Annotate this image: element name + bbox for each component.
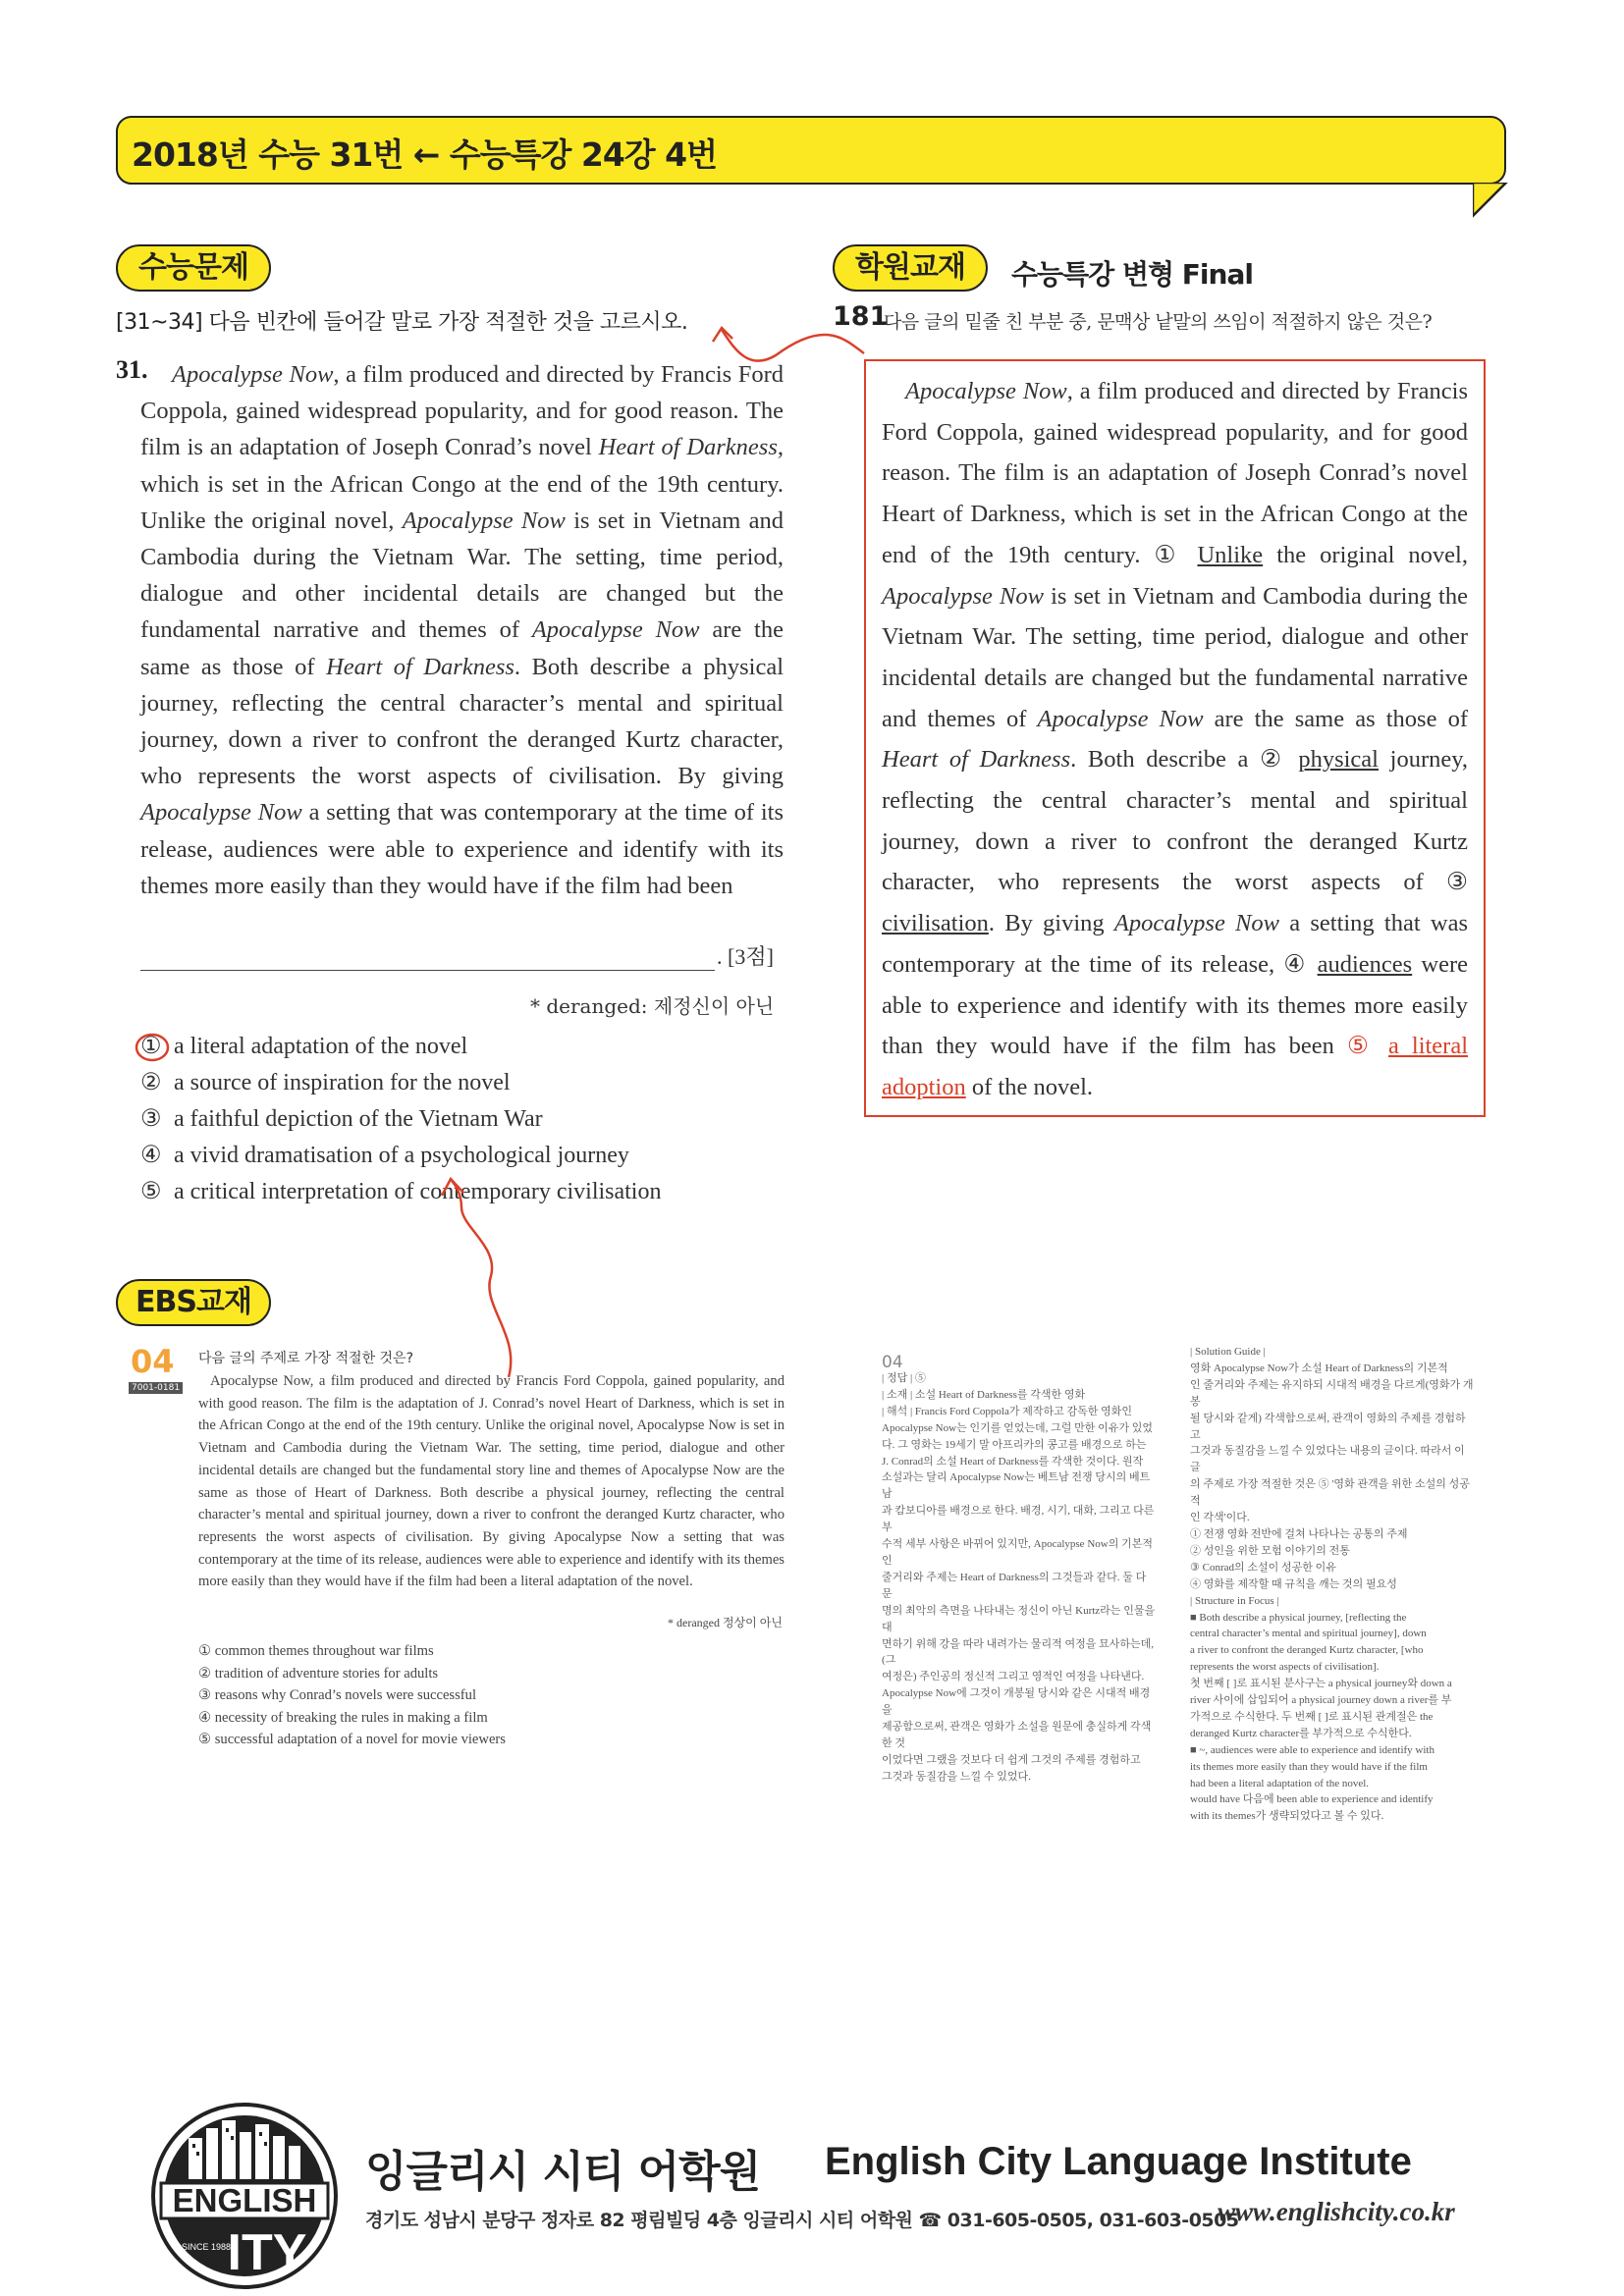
ebs-gloss: * deranged 정상이 아닌 bbox=[668, 1616, 783, 1629]
option-1[interactable]: ① a literal adaptation of the novel bbox=[140, 1034, 468, 1059]
gloss-note: * deranged: 제정신이 아닌 bbox=[530, 994, 775, 1018]
question-instruction: [31~34] 다음 빈칸에 들어갈 말로 가장 적절한 것을 고르시오. bbox=[116, 310, 688, 335]
underline-5: a literal adoption bbox=[882, 1033, 1469, 1100]
option-5[interactable]: ⑤ a critical interpretation of contemporary civilisation bbox=[140, 1179, 662, 1204]
ebs-question: 다음 글의 주제로 가장 적절한 것은? bbox=[198, 1351, 414, 1366]
answer-number: 04 bbox=[882, 1353, 903, 1372]
points-label: . [3점] bbox=[717, 944, 774, 969]
ebs-option-3[interactable]: ③ reasons why Conrad’s novels were successful bbox=[198, 1687, 477, 1703]
ebs-option-5[interactable]: ⑤ successful adaptation of a novel for movie viewers bbox=[198, 1732, 506, 1747]
option-2[interactable]: ② a source of inspiration for the novel bbox=[140, 1070, 511, 1095]
underline-3: civilisation bbox=[882, 910, 989, 937]
academy-passage: Apocalypse Now, a film produced and directed by Francis Ford Coppola, gained widespread popularity, and for good reason. The film is an adaptation of Joseph Conrad’s novel Heart of Darkness, which is set in the African Congo at the end of the 19th century. ① Unlike the original novel, Apocalypse Now is set in Vietnam and Cambodia during the Vietnam War. The setting, time period, dialogue and other incidental details are changed but the fundamental narrative and themes of Apocalypse Now are the same as those of Heart of Darkness. Both describe a ② physical journey, reflecting the central character’s mental and spiritual journey, down a river to confront the deranged Kurtz character, who represents the worst aspects of ③ civilisation. By giving Apocalypse Now a setting that was contemporary at the time of its release, ④ audiences were able to experience and identify with its themes more easily than they would have if the film has been ⑤ a literal adoption of the novel. bbox=[882, 378, 1469, 1100]
underline-2: physical bbox=[1298, 746, 1379, 774]
answer-blank-line bbox=[140, 970, 715, 971]
footer-name-korean: 잉글리시 시티 어학원 bbox=[365, 2147, 761, 2197]
svg-text:SINCE 1988: SINCE 1988 bbox=[181, 2242, 232, 2252]
underline-1: Unlike bbox=[1197, 541, 1264, 568]
footer-website-link[interactable]: www.englishcity.co.kr bbox=[1218, 2197, 1455, 2226]
footer-name-english: English City Language Institute bbox=[825, 2140, 1412, 2183]
question-number: 31. bbox=[116, 355, 148, 384]
ebs-options bbox=[198, 1640, 506, 1751]
question-passage: Apocalypse Now, a film produced and directed by Francis Ford Coppola, gained widespread popularity, and for good reason. The film is an adaptation of Joseph Conrad’s novel Heart of Darkness, which is set in the African Congo at the end of the 19th century. Unlike the original novel, Apocalypse Now is set in Vietnam and Cambodia during the Vietnam War. The setting, time period, dialogue and other incidental details are changed but the fundamental narrative and themes of Apocalypse Now are the same as those of Heart of Darkness. Both describe a physical journey, reflecting the central character’s mental and spiritual journey, down a river to confront the deranged Kurtz character, who represents the worst aspects of civilisation. By giving Apocalypse Now a setting that was contemporary at the time of its release, audiences were able to experience and identify with its themes more easily than they would have if the film had been bbox=[140, 361, 785, 899]
academy-instruction: 다음 글의 밑줄 친 부분 중, 문맥상 낱말의 쓰임이 적절하지 않은 것은? bbox=[884, 311, 1433, 333]
ebs-option-4[interactable]: ④ necessity of breaking the rules in making a film bbox=[198, 1709, 488, 1726]
section-label-ebs: EBS교재 bbox=[116, 1279, 271, 1326]
academy-question-number: 181 bbox=[833, 301, 889, 332]
ebs-passage: Apocalypse Now, a film produced and directed by Francis Ford Coppola, gained popularity, and with good reason. The film is the adaptation of J. Conrad’s novel Heart of Darkness, which is set in the African Congo at the end of the 19th century. Unlike the original novel, Apocalypse Now is set in Vietnam and Cambodia during the Vietnam War. The setting, time period, dialogue and other incidental details are changed but the fundamental story line and themes of Apocalypse Now are the same as those of Heart of Darkness. Both describe a physical journey, reflecting the central character’s mental and spiritual journey, down a river to confront the deranged Kurtz character, who represents the worst aspects of civilisation. By giving Apocalypse Now a setting that was contemporary at the time of its release, audiences were able to experience and identify with its themes more easily than they would have if the film had been a literal adaptation of the novel. bbox=[198, 1373, 785, 1590]
page-title: 2018년 수능 31번 ← 수능특강 24강 4번 bbox=[132, 135, 718, 174]
answer-column-1: | 정답 | ⑤ | 소재 | 소설 Heart of Darkness를 각색한 영화 | 해석 | Francis Ford Coppola가 제작하고 감독한 영화인 Apocalypse Now는 인기를 얻었는데, 그럴 만한 이유가 있었 다. 그 영화는 19세기 말 아프리카의 콩고를 배경으로 하는 J. Conrad의 소설 Heart of Darkness를 각색한 것이다. 원작 소설과는 달리 Apocalypse Now는 베트남 전쟁 당시의 베트남 과 캄보디아를 배경으로 한다. 배경, 시기, 대화, 그리고 다른 부 수적 세부 사항은 바뀌어 있지만, Apocalypse Now의 기본적인 줄거리와 주제는 Heart of Darkness의 그것들과 같다. 둘 다 문 명의 최악의 측면을 나타내는 정신이 아닌 Kurtz라는 인물을 대 면하기 위해 강을 따라 내려가는 물리적 여정을 묘사하는데, (그 여정은) 주인공의 정신적 그리고 영적인 여정을 나타낸다. Apocalypse Now에 그것이 개봉될 당시와 같은 시대적 배경을 제공함으로써, 관객은 영화가 소설을 원문에 충실하게 각색한 것 이었다면 그랬을 것보다 더 쉽게 그것의 주제를 경험하고 그것과 동질감을 느낄 수 있었다. bbox=[882, 1372, 1156, 1783]
section-label-suneung: 수능문제 bbox=[116, 244, 271, 292]
answer-column-2: | Solution Guide | 영화 Apocalypse Now가 소설 Heart of Darkness의 기본적 인 줄거리와 주제는 유지하되 시대적 배경을 다르게(영화가 개봉 될 당시와 같게) 각색함으로써, 관객이 영화의 주제를 경험하고 그것과 동질감을 느낄 수 있었다는 내용의 글이다. 따라서 이 글 의 주제로 가장 적절한 것은 ⑤ '영화 관객을 위한 소설의 성공적 인 각색'이다. ① 전쟁 영화 전반에 걸쳐 나타나는 공통의 주제 ② 성인을 위한 모험 이야기의 전통 ③ Conrad의 소설이 성공한 이유 ④ 영화를 제작할 때 규칙을 깨는 것의 필요성 | Structure in Focus | ■ Both describe a physical journey, [reflecting the central character’s mental and spiritual journey], down a river to confront the deranged Kurtz character, [who represents the worst aspects of civilisation]. 첫 번째 [ ]로 표시된 분사구는 a physical journey와 down a river 사이에 삽입되어 a physical journey down a river를 부 가적으로 수식한다. 두 번째 [ ]로 표시된 관계절은 the deranged Kurtz character를 부가적으로 수식한다. ■ ~, audiences were able to experience and identify with its themes more easily than they would have if the film had been a literal adaptation of the novel. would have 다음에 been able to experience and identify with its themes가 생략되었다고 볼 수 있다. bbox=[1190, 1346, 1474, 1823]
section-label-academy: 학원교재 bbox=[833, 244, 988, 292]
svg-text:ENGLISH: ENGLISH bbox=[172, 2182, 317, 2218]
options-list bbox=[140, 1029, 661, 1210]
svg-text:ITY: ITY bbox=[227, 2224, 307, 2281]
academy-subtitle: 수능특강 변형 Final bbox=[1011, 258, 1253, 291]
answer-circle-mark bbox=[134, 1032, 173, 1063]
banner-fold-corner bbox=[1473, 183, 1508, 218]
footer-address: 경기도 성남시 분당구 정자로 82 평림빌딩 4층 잉글리시 시티 어학원 ☎ 031-605-0505, 031-603-0505 bbox=[365, 2210, 1239, 2231]
underline-4: audiences bbox=[1317, 950, 1413, 978]
ebs-option-2[interactable]: ② tradition of adventure stories for adults bbox=[198, 1665, 439, 1682]
academy-logo bbox=[149, 2101, 340, 2291]
option-3[interactable]: ③ a faithful depiction of the Vietnam War bbox=[140, 1106, 543, 1132]
ebs-question-code: 7001-0181 bbox=[129, 1382, 183, 1394]
option-4[interactable]: ④ a vivid dramatisation of a psychological journey bbox=[140, 1143, 629, 1168]
ebs-option-1[interactable]: ① common themes throughout war films bbox=[198, 1643, 434, 1659]
ebs-question-number: 04 bbox=[131, 1343, 175, 1380]
